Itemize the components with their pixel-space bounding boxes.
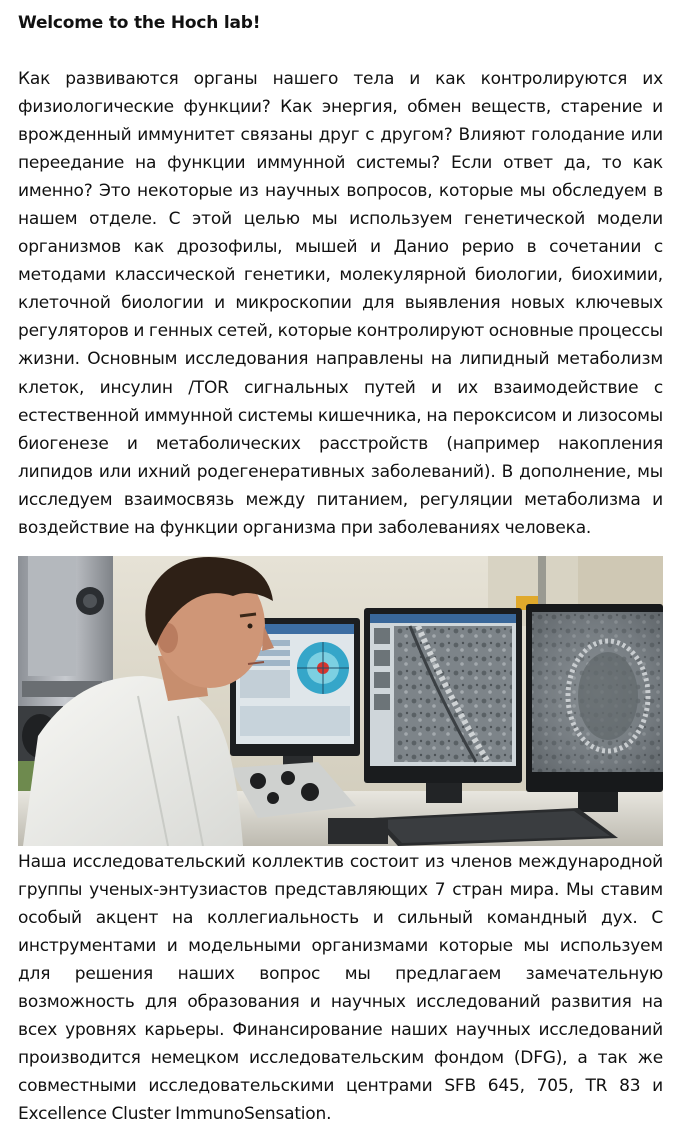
lab-photo-illustration (18, 556, 663, 846)
lab-photo (18, 556, 663, 846)
page-title: Welcome to the Hoch lab! (18, 13, 261, 33)
intro-paragraph: Как развиваются органы нашего тела и как контролируются их физиологические функции? Как энергия, обмен веществ, старение и врожденный иммунитет связаны друг с другом? Влияют голодание или переедание на функции иммунной системы? Если ответ да, то как именно? Это некоторые из научных вопросов, которые мы обследуем в нашем отделе. С этой целью мы используем генетической модели организмов как дрозофилы, мышей и Данио рерио в сочетании с методами классической генетики, молекулярной биологии, биохимии, клеточной биологии и микроскопии для выявления новых ключевых регуляторов и генных сетей, которые контролируют основные процессы жизни. Основным исследования направлены на липидный метаболизм клеток, инсулин /TOR сигнальных путей и их взаимодействие с естественной иммунной системы кишечника, на пероксисом и лизосомы биогенезе и метаболических расстройств (например накопления липидов или ихний родегенеративных заболеваний). В дополнение, мы исследуем взаимосвязь между питанием, регуляции метаболизма и воздействие на функции организма при заболеваниях человека. (18, 69, 663, 538)
team-paragraph: Наша исследовательский коллектив состоит из членов международной группы ученых-энтузиастов представляющих 7 стран мира. Мы ставим особый акцент на коллегиальность и сильный командный дух. С инструментами и модельными организмами которые мы используем для решения наших вопрос мы предлагаем замечательную возможность для образования и научных исследований развития на всех уровнях карьеры. Финансирование наших научных исследований производится немецком исследовательским фондом (DFG), а так же совместными исследовательскими центрами SFB 645, 705, TR 83 и Excellence Cluster ImmunoSensation. (18, 851, 663, 1125)
article (18, 0, 663, 1128)
